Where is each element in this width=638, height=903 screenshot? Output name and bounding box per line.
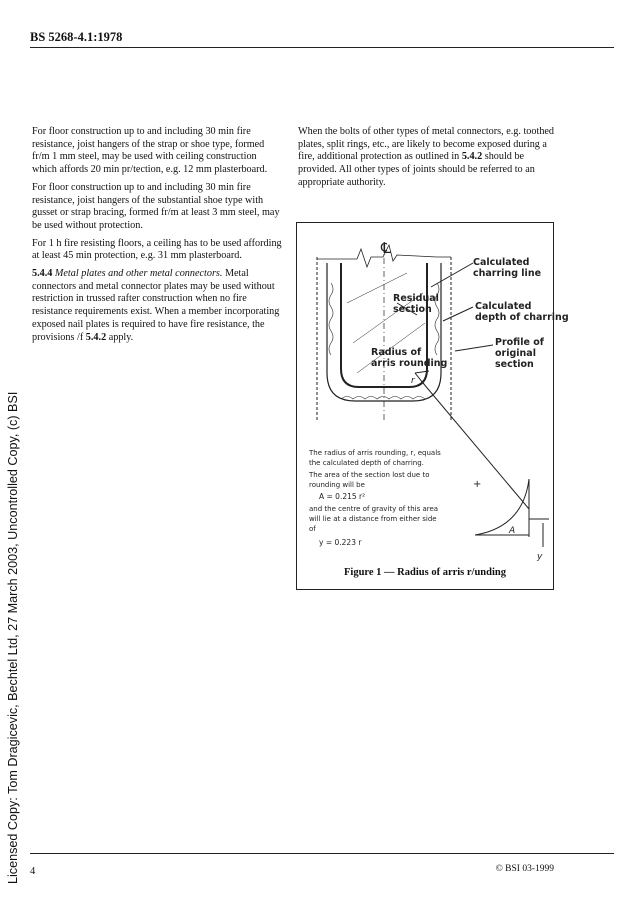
detail-label-A: A: [509, 526, 516, 536]
figure-drawing: [297, 223, 569, 591]
page-number: 4: [30, 866, 36, 877]
charred-bottom-edge: [341, 397, 425, 400]
label-profile-3: section: [495, 359, 534, 370]
label-r: r: [411, 376, 415, 386]
paragraph-one-hour-floors: For 1 h fire resisting floors, a ceiling has to be used affording at least 45 min protection, e.g. 31 mm plasterboard.: [32, 237, 282, 262]
arris-detail-y-dim: [529, 519, 549, 547]
label-profile-2: original: [495, 348, 536, 359]
figure-1-radius-of-arris-rounding: [296, 222, 569, 590]
note-line-5: and the centre of gravity of this area: [309, 505, 439, 513]
label-calculated-depth-1: Calculated: [475, 301, 532, 312]
detail-label-plus: +: [473, 479, 482, 490]
label-radius-2: arris rounding: [371, 358, 448, 369]
note-line-4: rounding will be: [309, 481, 365, 489]
note-formula-y: y = 0.223 r: [319, 538, 362, 547]
note-line-3: The area of the section lost due to: [309, 471, 430, 479]
paragraph-metal-connectors: [298, 126, 556, 190]
note-line-2: the calculated depth of charring.: [309, 459, 424, 467]
label-residual-2: section: [393, 304, 432, 315]
note-line-7: of: [309, 525, 316, 533]
arris-detail-curve: [475, 479, 529, 535]
note-line-1: The radius of arris rounding, r, equals: [309, 449, 441, 457]
clause-5-4-4: [32, 268, 284, 344]
label-residual-1: Residual: [393, 293, 439, 304]
document-id-header: BS 5268-4.1:1978: [30, 30, 123, 44]
paragraph-text: When the bolts of other types of metal connectors, e.g. toothed plates, split rings, etc., are likely to become exposed during a fire, additional protection as outlined in: [298, 126, 555, 163]
clause-reference: 5.4.2: [85, 331, 107, 343]
paragraph-joist-hangers-shoe: For floor construction up to and including 30 min fire resistance, joist hangers of the substantial shoe type with gusset or strap bracing, formed fr/m at least 3 mm steel, may be used without protection.: [32, 181, 280, 231]
clause-number: 5.4.4: [32, 268, 53, 280]
paragraph-text-end: should be provided. All other types of joints should be referred to an appropriate authority.: [298, 151, 535, 188]
label-calculated-charring-1: Calculated: [473, 257, 530, 268]
license-watermark: Licensed Copy: Tom Dragicevic, Bechtel Ltd, 27 March 2003, Uncontrolled Copy, (c) BSI: [6, 391, 20, 884]
leader-profile: [455, 345, 493, 351]
clause-title: Metal plates and other metal connectors.: [54, 268, 223, 280]
leader-depth-of-charring: [443, 307, 473, 321]
footer-rule: [30, 853, 614, 854]
detail-label-y: y: [537, 552, 543, 562]
paragraph-reference: 5.4.2: [461, 151, 483, 163]
leader-radius: [415, 373, 529, 509]
label-radius-1: Radius of: [371, 347, 422, 358]
label-profile-1: Profile of: [495, 337, 544, 348]
label-calculated-charring-2: charring line: [473, 268, 542, 279]
right-column: [298, 126, 556, 195]
paragraph-joist-hangers-strap: For floor construction up to and including 30 min fire resistance, joist hangers of the strap or shoe type, formed fr/m 1 mm steel, may be used with ceiling construction which affords 20 min pr/tection, e.g. 12 mm plasterboard.: [32, 126, 268, 176]
header-rule: [30, 47, 614, 48]
clause-text: Metal connectors and metal connector plates may be used without restriction in trussed rafter construction when no fire resistance requirements exist. When a member incorporating exposed nail plates is required to have fire resistance, the provisions /f: [32, 268, 280, 343]
note-formula-area: A = 0.215 r²: [319, 492, 366, 501]
leader-charring-line: [431, 263, 473, 287]
left-column: [32, 126, 284, 349]
note-line-6: will lie at a distance from either side: [309, 515, 437, 523]
copyright-notice: © BSI 03-1999: [495, 864, 554, 874]
clause-text-end: apply.: [108, 331, 134, 343]
figure-caption: Figure 1 — Radius of arris r/unding: [344, 567, 506, 578]
label-calculated-depth-2: depth of charring: [475, 312, 569, 323]
centreline-symbol: ℄: [381, 239, 391, 257]
